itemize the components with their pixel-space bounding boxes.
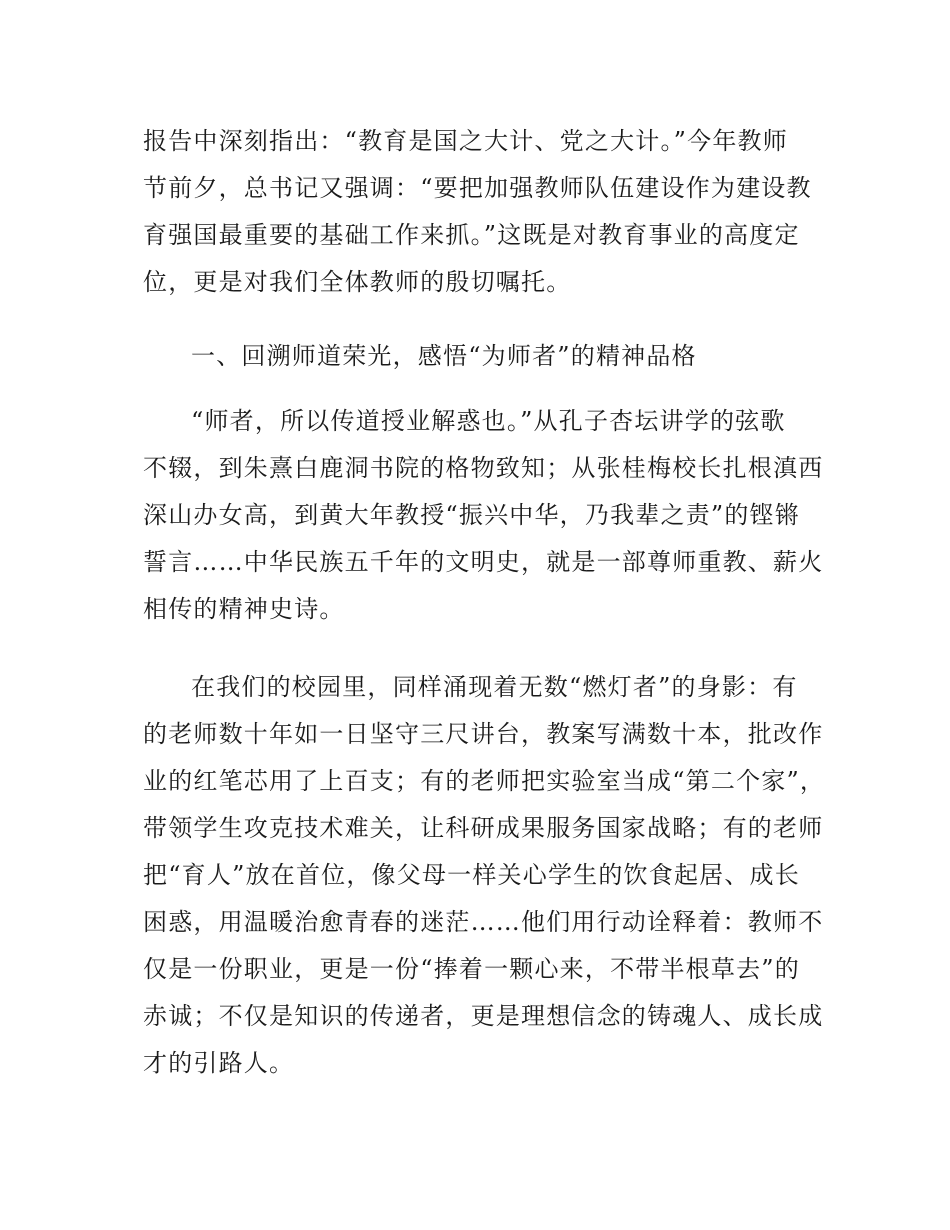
text-line: 育强国最重要的基础工作来抓。”这既是对教育事业的高度定: [143, 221, 800, 249]
text-line: 赤诚；不仅是知识的传递者，更是理想信念的铸魂人、成长成: [143, 1002, 824, 1030]
text-line: 位，更是对我们全体教师的殷切嘱托。: [143, 268, 572, 296]
text-line: 深山办女高，到黄大年教授“振兴中华，乃我辈之责”的铿锵: [143, 501, 800, 529]
text-line: 困惑，用温暖治愈青春的迷茫……他们用行动诠释着：教师不: [143, 908, 824, 936]
paragraph-intro: [143, 118, 813, 306]
text-line: 在我们的校园里，同样涌现着无数“燃灯者”的身影：有: [191, 673, 798, 701]
section-heading: [143, 333, 813, 380]
text-line: 带领学生攻克技术难关，让科研成果服务国家战略；有的老师: [143, 814, 824, 842]
paragraph-history: [143, 398, 824, 633]
text-line: 节前夕，总书记又强调：“要把加强教师队伍建设作为建设教: [143, 174, 812, 202]
text-line: 誓言……中华民族五千年的文明史，就是一部尊师重教、薪火: [143, 548, 824, 576]
text-line: “师者，所以传道授业解惑也。”从孔子杏坛讲学的弦歌: [191, 407, 786, 435]
text-line: 的老师数十年如一日坚守三尺讲台，教案写满数十本，批改作: [143, 720, 824, 748]
text-line: 把“育人”放在首位，像父母一样关心学生的饮食起居、成长: [143, 861, 800, 889]
text-line: 报告中深刻指出：“教育是国之大计、党之大计。”今年教师: [143, 127, 788, 155]
text-line: 不辍，到朱熹白鹿洞书院的格物致知；从张桂梅校长扎根滇西: [143, 454, 824, 482]
text-line: 才的引路人。: [143, 1049, 295, 1077]
text-line: 相传的精神史诗。: [143, 595, 345, 623]
heading-text: 一、回溯师道荣光，感悟“为师者”的精神品格: [191, 342, 697, 370]
text-line: 仅是一份职业，更是一份“捧着一颗心来，不带半根草去”的: [143, 955, 800, 983]
text-line: 业的红笔芯用了上百支；有的老师把实验室当成“第二个家”，: [143, 767, 826, 795]
paragraph-campus: [143, 664, 826, 1087]
